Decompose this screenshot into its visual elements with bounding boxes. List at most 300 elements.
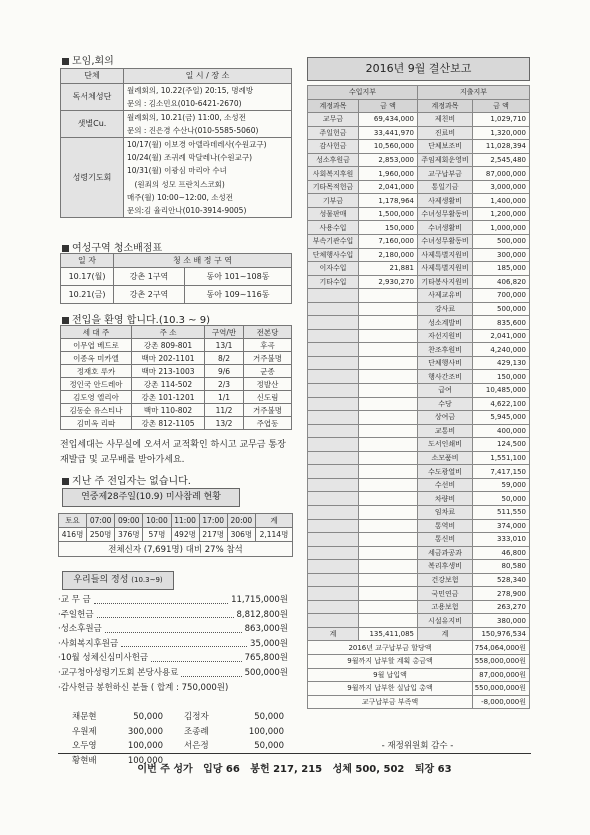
finance-row [308, 167, 530, 181]
finance-row [308, 492, 530, 506]
income-amount: 2,180,000 [359, 248, 418, 262]
finance-total-cell: 계 [418, 627, 473, 641]
welcome-zone: 2/3 [205, 378, 244, 391]
expense-amount: 263,270 [473, 600, 530, 614]
income-account [308, 343, 359, 357]
expense-account: 성소계발비 [418, 316, 473, 330]
welcome-name: 정재호 루카 [61, 365, 132, 378]
donation-item: · 교구청아성령기도회 본당사용료 500,000원 [58, 667, 288, 678]
income-amount [359, 560, 418, 574]
income-account: 주일헌금 [308, 126, 359, 140]
income-account [308, 289, 359, 303]
attendance-count: 416명 [59, 528, 87, 542]
finance-row [308, 180, 530, 194]
income-amount [359, 424, 418, 438]
welcome-zone: 1/1 [205, 391, 244, 404]
finance-row [308, 587, 530, 601]
expense-amount: 300,000 [473, 248, 530, 262]
attendance-time: 11:00 [171, 514, 199, 528]
expense-account: 고용보험 [418, 600, 473, 614]
attendance-time: 17:00 [199, 514, 227, 528]
finance-row [308, 451, 530, 465]
income-account: 성소후원금 [308, 153, 359, 167]
expense-account: 시설유지비 [418, 614, 473, 628]
meeting-detail: 10/17(월) 이보경 아델라데레사(수원교구) 10/24(월) 조귀례 막달레나(수원교구) 10/31(월) 이광심 마리아 수녀 (원죄의 성모 프란치스코회) 매주(월) 10:00~12:00, 소성전 문의:김 율리안나(010-3914-9005) [124, 138, 292, 218]
expense-amount: 400,000 [473, 424, 530, 438]
attendance-summary: 전체신자 (7,691명) 대비 27% 참석 [59, 542, 293, 557]
income-amount [359, 370, 418, 384]
finance-row [308, 546, 530, 560]
donor-amount: 50,000 [133, 712, 164, 722]
welcome-header: 세 대 주 [61, 326, 132, 339]
finance-row [308, 262, 530, 276]
expense-amount: 3,000,000 [473, 180, 530, 194]
attendance-count: 2,114명 [255, 528, 292, 542]
income-amount [359, 397, 418, 411]
finance-row [308, 221, 530, 235]
expense-account: 임차료 [418, 505, 473, 519]
expense-account: 수도광열비 [418, 465, 473, 479]
expense-amount: 59,000 [473, 478, 530, 492]
income-account [308, 505, 359, 519]
meeting-detail: 월례회의, 10.22(주일) 20:15, 명례방 문의 : 김소민요(010-6421-2670) [124, 84, 292, 111]
attendance-title: 연중제28주일(10.9) 미사참례 현황 [62, 488, 240, 507]
expense-amount: 1,000,000 [473, 221, 530, 235]
expense-amount: 5,945,000 [473, 411, 530, 425]
meeting-group: 샛별Cu. [61, 111, 124, 138]
welcome-parish: 거주불명 [244, 404, 292, 417]
income-account [308, 370, 359, 384]
income-account [308, 600, 359, 614]
income-account: 이자수입 [308, 262, 359, 276]
income-account: 부속기관수입 [308, 235, 359, 249]
finance-row [308, 370, 530, 384]
square-bullet-icon [62, 317, 69, 324]
welcome-name: 김동순 유스티나 [61, 404, 132, 417]
finance-row [308, 560, 530, 574]
income-amount [359, 411, 418, 425]
income-amount [359, 546, 418, 560]
attendance-count: 217명 [199, 528, 227, 542]
attendance-time: 토요 [59, 514, 87, 528]
expense-account: 상여금 [418, 411, 473, 425]
finance-row [308, 397, 530, 411]
income-account [308, 384, 359, 398]
expense-amount: 10,485,000 [473, 384, 530, 398]
finance-row [308, 424, 530, 438]
donor-name: 황현배 [72, 755, 97, 766]
donation-item: · 10월 성체신심미사헌금 765,800원 [58, 653, 288, 664]
welcome-address: 강촌 114-502 [132, 378, 205, 391]
income-account: 감사헌금 [308, 140, 359, 154]
expense-amount: 406,820 [473, 275, 530, 289]
expense-amount: 7,417,150 [473, 465, 530, 479]
finance-total-cell: 계 [308, 627, 359, 641]
expense-account: 수선비 [418, 478, 473, 492]
welcome-zone: 13/2 [205, 417, 244, 430]
expense-account: 국민연금 [418, 587, 473, 601]
welcome-zone: 13/1 [205, 339, 244, 352]
expense-amount: 429,130 [473, 356, 530, 370]
finance-summary-row [308, 668, 530, 682]
welcome-address: 강촌 812-1105 [132, 417, 205, 430]
finance-summary-row [308, 641, 530, 655]
footer-divider [58, 753, 531, 754]
expense-account: 통역비 [418, 519, 473, 533]
finance-total-row [308, 627, 530, 641]
finance-summary-row [308, 682, 530, 696]
finance-row [308, 384, 530, 398]
income-account [308, 411, 359, 425]
donor-name: 우원제 [72, 726, 97, 737]
income-amount: 10,560,000 [359, 140, 418, 154]
finance-row [308, 465, 530, 479]
income-amount [359, 614, 418, 628]
attendance-count: 57명 [143, 528, 171, 542]
welcome-name: 김미옥 리따 [61, 417, 132, 430]
income-account [308, 519, 359, 533]
finance-subheader: 금 액 [473, 99, 530, 113]
finance-row [308, 113, 530, 127]
donor-amount: 100,000 [127, 741, 164, 751]
income-account [308, 546, 359, 560]
finance-row [308, 126, 530, 140]
welcome-header: 구역/반 [205, 326, 244, 339]
thanks-label: · 감사헌금 봉헌하신 분들 ( 합계 : 750,000원) [58, 682, 229, 693]
finance-summary-label: 교구납부금 부족액 [308, 695, 473, 709]
income-account [308, 492, 359, 506]
donor-name: 서은정 [184, 741, 209, 751]
expense-account: 강사료 [418, 302, 473, 316]
income-account [308, 465, 359, 479]
expense-account: 통일기금 [418, 180, 473, 194]
income-amount [359, 465, 418, 479]
expense-account: 단체행사비 [418, 356, 473, 370]
income-account [308, 424, 359, 438]
attendance-count: 492명 [171, 528, 199, 542]
meetings-table [60, 68, 292, 218]
attendance-time: 09:00 [115, 514, 143, 528]
cleaning-building: 동아 109~116동 [185, 286, 292, 304]
welcome-parish: 신도림 [244, 391, 292, 404]
welcome-address: 강촌 101-1201 [132, 391, 205, 404]
welcome-section-title: 전입을 환영 합니다.(10.3 ~ 9) [62, 311, 210, 326]
attendance-time: 10:00 [143, 514, 171, 528]
income-account [308, 478, 359, 492]
finance-summary-row [308, 654, 530, 668]
expense-account: 교통비 [418, 424, 473, 438]
expense-amount: 500,000 [473, 302, 530, 316]
expense-amount: 46,800 [473, 546, 530, 560]
income-amount [359, 573, 418, 587]
finance-summary-row [308, 695, 530, 709]
expense-account: 찬조후원비 [418, 343, 473, 357]
income-amount [359, 329, 418, 343]
finance-total-cell: 150,976,534 [473, 627, 530, 641]
income-account: 사용수입 [308, 221, 359, 235]
expense-amount: 1,320,000 [473, 126, 530, 140]
income-account [308, 573, 359, 587]
income-account: 사회복지후원 [308, 167, 359, 181]
expense-account: 통신비 [418, 533, 473, 547]
welcome-parish: 정발산 [244, 378, 292, 391]
donation-item: · 사회복지후원금 35,000원 [58, 638, 288, 649]
cleaning-header-area: 청 소 배 정 구 역 [114, 254, 292, 268]
finance-row [308, 235, 530, 249]
welcome-name: 이종옥 미카엘 [61, 352, 132, 365]
donations-list [58, 593, 288, 695]
square-bullet-icon [62, 58, 69, 65]
welcome-parish: 주엽동 [244, 417, 292, 430]
income-amount: 2,041,000 [359, 180, 418, 194]
expense-account: 사제특별지원비 [418, 248, 473, 262]
attendance-count: 306명 [227, 528, 255, 542]
expense-account: 주임제회운영비 [418, 153, 473, 167]
finance-row [308, 140, 530, 154]
expense-amount: 1,029,710 [473, 113, 530, 127]
finance-row [308, 289, 530, 303]
welcome-address: 백마 110-802 [132, 404, 205, 417]
expense-account: 복리후생비 [418, 560, 473, 574]
expense-amount: 511,550 [473, 505, 530, 519]
income-account [308, 451, 359, 465]
income-account: 교무금 [308, 113, 359, 127]
income-account [308, 560, 359, 574]
finance-row [308, 343, 530, 357]
expense-account: 기타봉사지원비 [418, 275, 473, 289]
cleaning-section-title: 여성구역 청소배점표 [62, 239, 162, 254]
income-amount: 2,930,270 [359, 275, 418, 289]
expense-account: 도서인쇄비 [418, 438, 473, 452]
income-account: 기타수입 [308, 275, 359, 289]
welcome-name: 이무엽 베드로 [61, 339, 132, 352]
income-account [308, 533, 359, 547]
expense-amount: 700,000 [473, 289, 530, 303]
expense-account: 수녀성무활동비 [418, 207, 473, 221]
finance-row [308, 573, 530, 587]
income-amount [359, 505, 418, 519]
finance-summary-label: 2016년 교구납부금 할당액 [308, 641, 473, 655]
welcome-header: 주 소 [132, 326, 205, 339]
cleaning-area: 강촌 1구역 [114, 268, 185, 286]
expense-amount: 374,000 [473, 519, 530, 533]
finance-summary-label: 9월까지 납부한 실납입 총액 [308, 682, 473, 696]
expense-account: 소모품비 [418, 451, 473, 465]
finance-row [308, 207, 530, 221]
income-account: 기타목적헌금 [308, 180, 359, 194]
expense-account: 사제특별지원비 [418, 262, 473, 276]
income-amount [359, 600, 418, 614]
meetings-header-when: 일 시 / 장 소 [124, 69, 292, 84]
meeting-group: 성령기도회 [61, 138, 124, 218]
donor-name: 채문현 [72, 712, 97, 722]
donations-title: 우리들의 정성 (10.3~9) [62, 571, 174, 590]
finance-row [308, 411, 530, 425]
welcome-zone: 11/2 [205, 404, 244, 417]
donation-item: · 주일헌금 8,812,800원 [58, 609, 288, 620]
meetings-section-title: 모임,회의 [62, 52, 114, 67]
finance-row [308, 600, 530, 614]
donor-name: 김정자 [184, 712, 209, 722]
welcome-zone: 8/2 [205, 352, 244, 365]
finance-row [308, 302, 530, 316]
cleaning-building: 동아 101~108동 [185, 268, 292, 286]
square-bullet-icon [62, 245, 69, 252]
finance-subheader: 계정과목 [308, 99, 359, 113]
finance-row [308, 519, 530, 533]
expense-amount: 2,041,000 [473, 329, 530, 343]
meeting-group: 독서체성단 [61, 84, 124, 111]
finance-footer: - 재정위원회 감수 - [381, 741, 454, 751]
finance-table [307, 85, 530, 709]
donor-amount: 100,000 [248, 726, 284, 737]
expense-amount: 2,545,480 [473, 153, 530, 167]
income-amount [359, 478, 418, 492]
welcome-header: 전본당 [244, 326, 292, 339]
attendance-time: 20:00 [227, 514, 255, 528]
expense-amount: 185,000 [473, 262, 530, 276]
donor-name: 오두영 [72, 741, 97, 751]
expense-account: 행사간조비 [418, 370, 473, 384]
expense-amount: 87,000,000 [473, 167, 530, 181]
income-amount: 1,178,964 [359, 194, 418, 208]
donor-amount: 100,000 [127, 755, 164, 766]
donor-amount: 50,000 [254, 741, 284, 751]
finance-row [308, 275, 530, 289]
finance-row [308, 505, 530, 519]
expense-amount: 278,900 [473, 587, 530, 601]
welcome-address: 백마 202-1101 [132, 352, 205, 365]
expense-amount: 1,551,100 [473, 451, 530, 465]
expense-amount: 150,000 [473, 370, 530, 384]
expense-amount: 80,580 [473, 560, 530, 574]
finance-row [308, 153, 530, 167]
cleaning-date: 10.17(월) [61, 268, 114, 286]
income-amount [359, 519, 418, 533]
income-account: 성물판매 [308, 207, 359, 221]
donor-name: 조종례 [184, 726, 209, 737]
finance-row [308, 438, 530, 452]
income-account [308, 438, 359, 452]
income-amount [359, 316, 418, 330]
expense-amount: 4,240,000 [473, 343, 530, 357]
income-amount [359, 438, 418, 452]
expense-account: 세금과공과 [418, 546, 473, 560]
donor-amount: 300,000 [127, 726, 164, 737]
finance-subheader: 금 액 [359, 99, 418, 113]
expense-amount: 835,600 [473, 316, 530, 330]
income-amount [359, 302, 418, 316]
finance-row [308, 329, 530, 343]
welcome-address: 백마 213-1003 [132, 365, 205, 378]
welcome-address: 강촌 809-801 [132, 339, 205, 352]
income-amount [359, 533, 418, 547]
finance-expense-header: 지출지부 [418, 86, 530, 100]
cleaning-area: 강촌 2구역 [114, 286, 185, 304]
hymn-footer: 이번 주 성가 입당 66 봉헌 217, 215 성체 500, 502 퇴장 63 [137, 764, 452, 775]
finance-summary-value: -8,000,000원 [473, 695, 530, 709]
expense-amount: 4,622,100 [473, 397, 530, 411]
expense-amount: 333,010 [473, 533, 530, 547]
expense-amount: 380,000 [473, 614, 530, 628]
welcome-table [60, 325, 292, 430]
finance-row [308, 356, 530, 370]
finance-summary-label: 9월 납입액 [308, 668, 473, 682]
income-amount [359, 587, 418, 601]
expense-account: 단체보조비 [418, 140, 473, 154]
expense-account: 사제교유비 [418, 289, 473, 303]
income-account [308, 302, 359, 316]
expense-account: 수녀생활비 [418, 221, 473, 235]
income-amount [359, 451, 418, 465]
finance-row [308, 614, 530, 628]
donation-item: · 교 무 금 11,715,000원 [58, 595, 288, 605]
attendance-count: 250명 [87, 528, 115, 542]
finance-row [308, 533, 530, 547]
finance-row [308, 478, 530, 492]
welcome-name: 정인국 안드레아 [61, 378, 132, 391]
income-account [308, 316, 359, 330]
income-amount: 7,160,000 [359, 235, 418, 249]
income-amount: 2,853,000 [359, 153, 418, 167]
donation-item: · 성소후원금 863,000원 [58, 624, 288, 635]
expense-account: 수당 [418, 397, 473, 411]
cleaning-table [60, 253, 292, 304]
welcome-zone: 9/6 [205, 365, 244, 378]
expense-amount: 528,340 [473, 573, 530, 587]
income-amount [359, 289, 418, 303]
welcome-parish: 군종 [244, 365, 292, 378]
finance-summary-value: 550,000,000원 [473, 682, 530, 696]
expense-account: 차량비 [418, 492, 473, 506]
finance-income-header: 수입지부 [308, 86, 418, 100]
income-amount: 69,434,000 [359, 113, 418, 127]
expense-account: 수녀성무활동비 [418, 235, 473, 249]
income-amount [359, 492, 418, 506]
income-amount: 150,000 [359, 221, 418, 235]
finance-summary-label: 9월까지 납부할 계획 총금액 [308, 654, 473, 668]
expense-account: 교구납부금 [418, 167, 473, 181]
income-account [308, 614, 359, 628]
attendance-table [58, 513, 293, 557]
donor-amount: 50,000 [254, 712, 284, 722]
income-amount: 21,881 [359, 262, 418, 276]
income-amount: 33,441,970 [359, 126, 418, 140]
income-amount [359, 384, 418, 398]
finance-summary-value: 754,064,000원 [473, 641, 530, 655]
income-amount: 1,960,000 [359, 167, 418, 181]
income-account [308, 329, 359, 343]
expense-amount: 1,400,000 [473, 194, 530, 208]
attendance-time: 07:00 [87, 514, 115, 528]
cleaning-date: 10.21(금) [61, 286, 114, 304]
finance-summary-value: 558,000,000원 [473, 654, 530, 668]
finance-row [308, 248, 530, 262]
expense-amount: 1,200,000 [473, 207, 530, 221]
income-amount [359, 343, 418, 357]
cleaning-header-date: 일 자 [61, 254, 114, 268]
departure-notice: 지난 주 전입자는 없습니다. [62, 472, 191, 487]
welcome-note: 전입세대는 사무실에 오셔서 교적확인 하시고 교무금 통장 재발급 및 교무배를 받아가세요. [60, 440, 286, 465]
finance-total-cell: 135,411,085 [359, 627, 418, 641]
expense-amount: 11,028,394 [473, 140, 530, 154]
expense-account: 급여 [418, 384, 473, 398]
expense-account: 진료비 [418, 126, 473, 140]
finance-row [308, 316, 530, 330]
income-account [308, 397, 359, 411]
finance-row [308, 194, 530, 208]
finance-summary-value: 87,000,000원 [473, 668, 530, 682]
